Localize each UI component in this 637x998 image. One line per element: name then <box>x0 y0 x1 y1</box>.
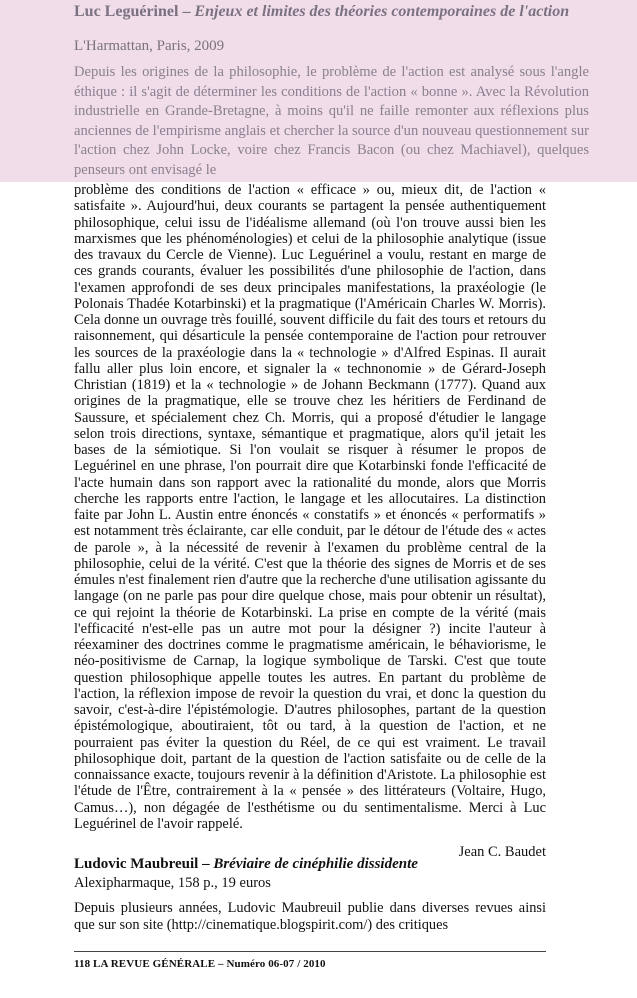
review1-title: Enjeux et limites des théories contemporaines de l'action <box>194 3 570 20</box>
review2-heading <box>74 856 546 873</box>
review1-author: Luc Leguérinel <box>74 3 179 20</box>
review1-signature: Jean C. Baudet <box>458 844 546 860</box>
review2-author: Ludovic Maubreuil <box>74 856 199 872</box>
review1-body-paragraph: problème des conditions de l'action « efficace » ou, mieux dit, de l'action « satisfaite ». Aujourd'hui, deux courants se partagent la pensée authentiquement philosophique, celui issu de l'idéalisme allemand (où l'on trouve aussi bien les marxismes que les phénoménologies) et celui de la philosophie analytique (issue des travaux du Cercle de Vienne). Luc Leguérinel a voulu, restant en marge de ces grands courants, évaluer les possibilités d'une philosophie de l'action, dans l'examen approfondi de ses deux principales manifestations, la praxéologie (le Polonais Thadée Kotarbinski) et la pragmatique (l'Américain Charles W. Morris). Cela donne un ouvrage très fouillé, souvent difficile du fait des tours et retours du raisonnement, qui désarticule la pensée contemporaine de l'action pour retrouver les sources de la praxéologie dans la « technologie » d'Alfred Espinas. Il aurait fallu aller plus loin encore, et signaler la « technonomie » de Gérard-Joseph Christian (1819) et la « technologie » de Johann Beckmann (1777). Quand aux origines de la pragmatique, elle se trouve chez les héritiers de Ferdinand de Saussure, et spécialement chez Ch. Morris, qui a proposé d'étudier le langage selon trois directions, syntaxe, sémantique et pragmatique, alors qu'il jetait les bases de la sémiotique. Si l'on voulait se risquer à résumer le propos de Leguérinel en une phrase, l'on pourrait dire que Kotarbinski fonde l'efficacité de l'acte humain dans son rapport avec la rationalité du monde, alors que Morris cherche les rapports entre l'action, le langage et les allocutaires. La distinction faite par John L. Austin entre énoncés « constatifs » et énoncés « performatifs » est notamment très éclairante, car elle conduit, par le détour de l'étude des « actes de parole », à la nécessité de revenir à l'examen du problème central de la philosophie, celui de la vérité. C'est que la théorie des signes de Morris et de ses émules n'est finalement rien d'autre que la recherche d'une utilisation agissante du langage (on ne parle pas pour dire quelque chose, mais pour obtenir un résultat), ce qui rejoint la théorie de Kotarbinski. La prise en compte de la vérité (mais l'efficacité n'est-elle pas un autre mot pour la désigner ?) incite l'auteur à réexaminer des doctrines comme le pragmatisme américain, le béhaviorisme, le néo-positivisme de Carnap, la logique symbolique de Tarski. C'est que toute question philosophique appelle toutes les autres. En partant du problème de l'action, la réflexion impose de revoir la question du vrai, et donc la question du savoir, c'est-à-dire l'épistémologie. D'autres philosophes, partant de la question épistémologique, aboutiraient, tôt ou tard, à la question de l'action, et ne pourraient pas éviter la question du Réel, de ce qui est vraiment. Le travail philosophique doit, partant de la question de l'action satisfaite ou de celle de la connaissance exacte, toujours revenir à la définition d'Aristote. La philosophie est l'étude de l'Être, contrairement à la « pensée » des littérateurs (Voltaire, Hugo, Camus…), non dégagée de l'esthétisme ou du sentimentalisme. Merci à Luc Leguérinel de l'avoir rappelé. <box>74 182 546 832</box>
review2-publisher: Alexipharmaque, 158 p., 19 euros <box>74 875 271 891</box>
review2-body-paragraph: Depuis plusieurs années, Ludovic Maubreuil publie dans diverses revues ainsi que sur son site (http://cinematique.blogspirit.com/) des critiques <box>74 900 546 933</box>
review1-separator: – <box>178 3 195 20</box>
review2-separator: – <box>198 856 214 872</box>
review1-publisher: L'Harmattan, Paris, 2009 <box>74 38 225 54</box>
review1-heading <box>74 3 604 21</box>
review2-title: Bréviaire de cinéphilie dissidente <box>213 856 418 872</box>
footer-divider <box>74 951 546 952</box>
review1-intro-paragraph: Depuis les origines de la philosophie, le problème de l'action est analysé sous l'angle éthique : il s'agit de déterminer les conditions de l'action « bonne ». Avec la Révolution industrielle en Grande-Bretagne, à moins qu'il ne faille remonter aux réflexions plus anciennes de l'empirisme anglais et chercher la source d'un nouveau questionnement sur l'action chez John Locke, voire chez Francis Bacon (ou chez Machiavel), quelques penseurs ont envisagé le <box>74 64 589 178</box>
page-footer: 118 LA REVUE GÉNÉRALE – Numéro 06-07 / 2010 <box>74 958 326 970</box>
